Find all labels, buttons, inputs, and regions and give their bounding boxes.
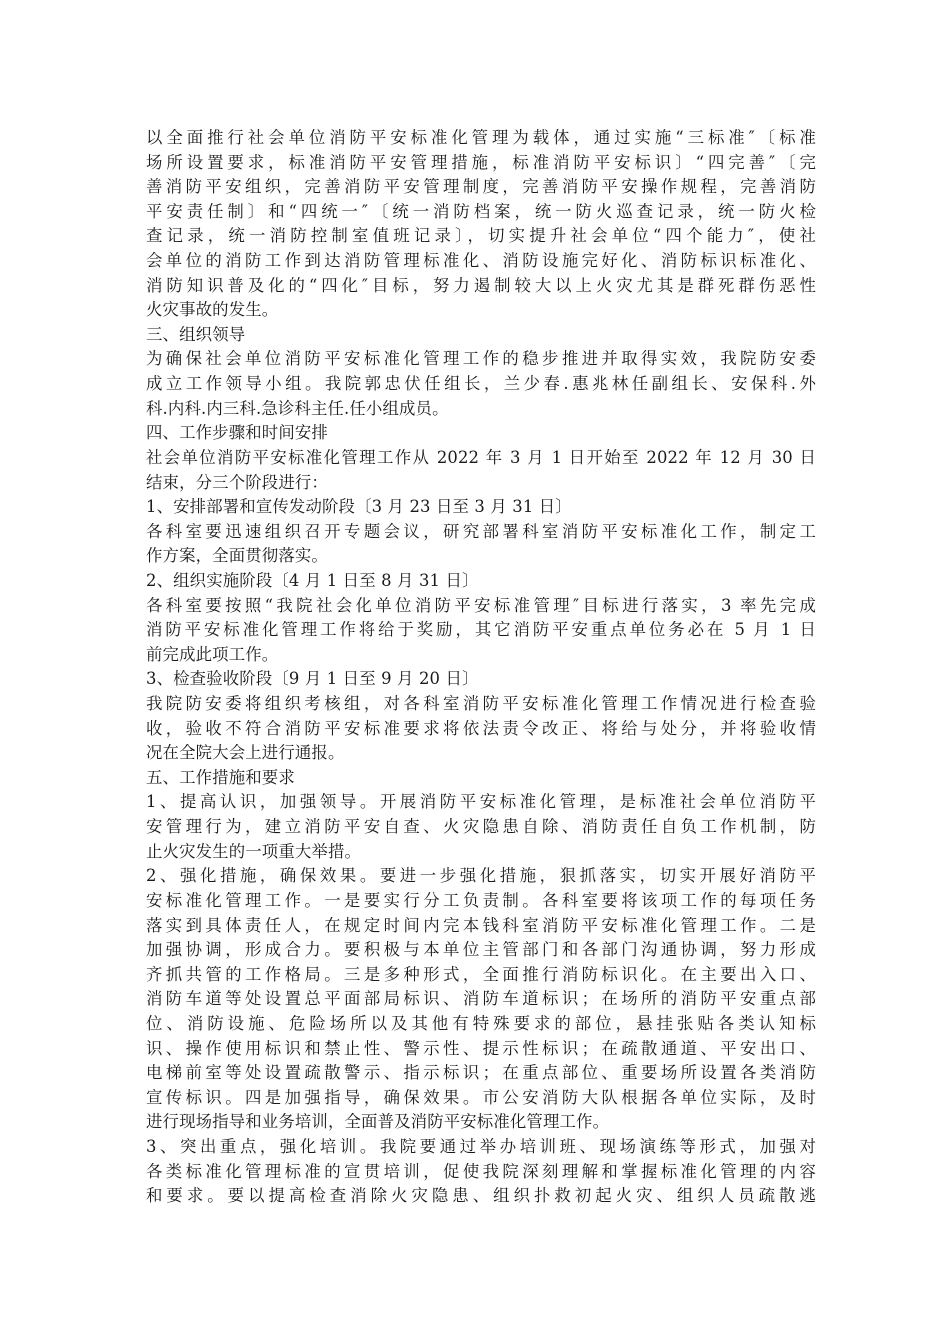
document-body bbox=[146, 126, 816, 1209]
text-line: 五、工作措施和要求 bbox=[146, 767, 295, 787]
text-line: 消防知识普及化的“四化″目标，努力遏制较大以上火灾尤其是群死群伤恶性 bbox=[146, 275, 816, 295]
text-line: 四、工作步骤和时间安排 bbox=[146, 423, 328, 443]
text-line: 1、安排部署和宣传发动阶段〔3 月 23 日至 3 月 31 日〕 bbox=[146, 497, 572, 517]
text-line: 场所设置要求，标准消防平安管理措施，标准消防平安标识〕“四完善″〔完 bbox=[146, 152, 816, 172]
text-line: 平安责任制〕和“四统一″〔统一消防档案，统一防火巡查记录，统一防火检 bbox=[146, 201, 816, 221]
text-line: 作方案，全面贯彻落实。 bbox=[146, 546, 328, 566]
text-line: 和要求。要以提高检查消除火灾隐患、组织扑救初起火灾、组织人员疏散逃 bbox=[146, 1186, 816, 1206]
text-line: 3、检查验收阶段〔9 月 1 日至 9 月 20 日〕 bbox=[146, 669, 479, 689]
text-line: 科.内科.内三科.急诊科主任.任小组成员。 bbox=[146, 398, 449, 418]
text-line: 前完成此项工作。 bbox=[146, 644, 279, 664]
text-line: 识、操作使用标识和禁止性、警示性、提示性标识；在疏散通道、平安出口、 bbox=[146, 1038, 816, 1058]
text-line: 会单位的消防工作到达消防管理标准化、消防设施完好化、消防标识标准化、 bbox=[146, 251, 816, 271]
text-line: 落实到具体责任人，在规定时间内完本钱科室消防平安标准化管理工作。二是 bbox=[146, 915, 816, 935]
text-line: 收，验收不符合消防平安标准要求将依法责令改正、将给与处分，并将验收情 bbox=[146, 718, 816, 738]
text-line: 善消防平安组织，完善消防平安管理制度，完善消防平安操作规程，完善消防 bbox=[146, 177, 816, 197]
text-line: 火灾事故的发生。 bbox=[146, 300, 279, 320]
text-line: 为确保社会单位消防平安标准化管理工作的稳步推进并取得实效，我院防安委 bbox=[146, 349, 816, 369]
text-line: 宣传标识。四是加强指导，确保效果。市公安消防大队根据各单位实际，及时 bbox=[146, 1087, 816, 1107]
text-line: 1、提高认识，加强领导。开展消防平安标准化管理，是标准社会单位消防平 bbox=[146, 792, 816, 812]
text-line: 社会单位消防平安标准化管理工作从 2022 年 3 月 1 日开始至 2022 年 12 月 30 日 bbox=[146, 447, 816, 467]
text-line: 安标准化管理工作。一是要实行分工负责制。各科室要将该项工作的每项任务 bbox=[146, 890, 816, 910]
text-line: 成立工作领导小组。我院郭忠伏任组长，兰少春.惠兆林任副组长、安保科.外 bbox=[146, 374, 816, 394]
text-line: 消防车道等处设置总平面部局标识、消防车道标识；在场所的消防平安重点部 bbox=[146, 989, 816, 1009]
text-line: 电梯前室等处设置疏散警示、指示标识；在重点部位、重要场所设置各类消防 bbox=[146, 1063, 816, 1083]
text-line: 结束，分三个阶段进行： bbox=[146, 472, 328, 492]
text-line: 2、组织实施阶段〔4 月 1 日至 8 月 31 日〕 bbox=[146, 570, 479, 590]
text-line: 各科室要迅速组织召开专题会议，研究部署科室消防平安标准化工作，制定工 bbox=[146, 521, 816, 541]
text-line: 各类标准化管理标准的宣贯培训，促使我院深刻理解和掌握标准化管理的内容 bbox=[146, 1161, 816, 1181]
text-line: 2、强化措施，确保效果。要进一步强化措施，狠抓落实，切实开展好消防平 bbox=[146, 866, 816, 886]
text-line: 齐抓共管的工作格局。三是多种形式，全面推行消防标识化。在主要出入口、 bbox=[146, 964, 816, 984]
text-line: 消防平安标准化管理工作将给于奖励，其它消防平安重点单位务必在 5 月 1 日 bbox=[146, 620, 816, 640]
text-line: 以全面推行社会单位消防平安标准化管理为载体，通过实施“三标准″〔标准 bbox=[146, 128, 816, 147]
text-line: 查记录，统一消防控制室值班记录〕，切实提升社会单位“四个能力″，使社 bbox=[146, 226, 816, 246]
text-line: 位、消防设施、危险场所以及其他有特殊要求的部位，悬挂张贴各类认知标 bbox=[146, 1013, 816, 1033]
text-line: 进行现场指导和业务培训，全面普及消防平安标准化管理工作。 bbox=[146, 1112, 610, 1132]
text-line: 况在全院大会上进行通报。 bbox=[146, 743, 345, 763]
text-line: 各科室要按照“我院社会化单位消防平安标准管理″目标进行落实，3 率先完成 bbox=[146, 595, 816, 615]
text-line: 安管理行为，建立消防平安自查、火灾隐患自除、消防责任自负工作机制，防 bbox=[146, 817, 816, 837]
text-line: 三、组织领导 bbox=[146, 324, 246, 344]
text-line: 我院防安委将组织考核组，对各科室消防平安标准化管理工作情况进行检查验 bbox=[146, 694, 816, 714]
text-line: 加强协调，形成合力。要积极与本单位主管部门和各部门沟通协调，努力形成 bbox=[146, 940, 816, 960]
text-line: 止火灾发生的一项重大举措。 bbox=[146, 841, 362, 861]
text-line: 3、突出重点，强化培训。我院要通过举办培训班、现场演练等形式，加强对 bbox=[146, 1136, 816, 1156]
